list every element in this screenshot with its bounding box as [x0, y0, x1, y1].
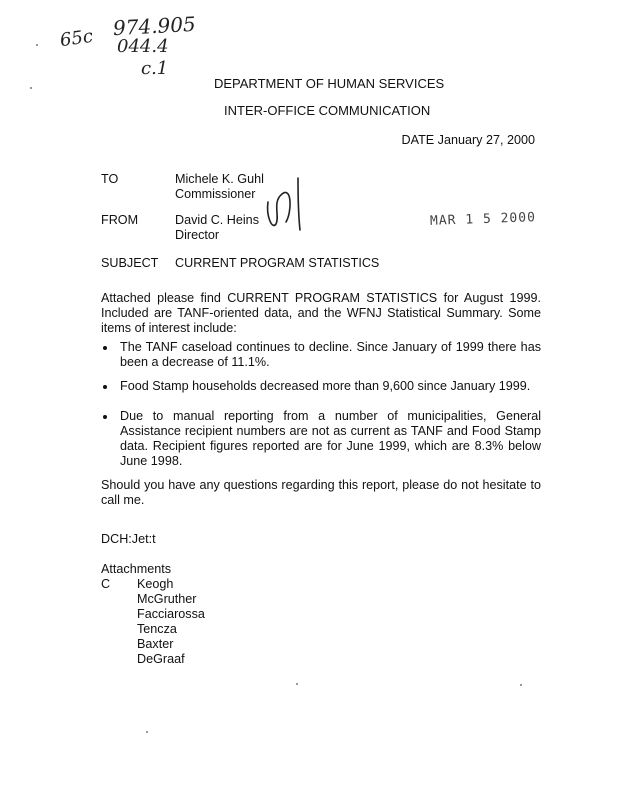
- bullet-dot-icon: [103, 415, 107, 419]
- bullet-text: Food Stamp households decreased more than 9,600 since January 1999.: [120, 379, 531, 393]
- closing-paragraph: Should you have any questions regarding this report, please do not hesitate to call me.: [101, 478, 541, 507]
- bullet-text: The TANF caseload continues to decline. Since January of 1999 there has been a decrease of 11.1%.: [120, 340, 541, 369]
- cc-recipient: McGruther: [137, 592, 197, 606]
- cc-recipient: Baxter: [137, 637, 174, 651]
- department-heading: DEPARTMENT OF HUMAN SERVICES: [214, 76, 445, 91]
- speck: [520, 684, 522, 686]
- from-name: David C. Heins: [175, 213, 259, 227]
- to-label: TO: [101, 172, 119, 186]
- margin-code-annotation: 65c: [58, 25, 95, 52]
- date-line: DATE January 27, 2000: [401, 133, 535, 147]
- reference-initials: DCH:Jet:t: [101, 532, 156, 546]
- speck: [146, 731, 148, 733]
- communication-heading: INTER-OFFICE COMMUNICATION: [224, 103, 431, 118]
- bullet-text: Due to manual reporting from a number of municipalities, General Assistance recipient numbers are not as current as TANF and Food Stamp data. Recipient figures reported are for June 1999, which are 8.3% below June 1998.: [120, 409, 541, 468]
- subject-value: CURRENT PROGRAM STATISTICS: [175, 256, 380, 270]
- to-name: Michele K. Guhl: [175, 172, 264, 186]
- attachments-label: Attachments: [101, 562, 171, 576]
- file-number-annotation: 974.905: [112, 11, 197, 41]
- subject-label: SUBJECT: [101, 256, 159, 270]
- bullet-item: [101, 379, 541, 394]
- from-title: Director: [175, 228, 220, 242]
- cc-recipient: Tencza: [137, 622, 177, 636]
- cc-recipient: Facciarossa: [137, 607, 205, 621]
- bullet-dot-icon: [103, 346, 107, 350]
- cc-label: C: [101, 577, 111, 591]
- bullet-item: [101, 340, 541, 370]
- intro-paragraph: Attached please find CURRENT PROGRAM STATISTICS for August 1999. Included are TANF-oriented data, and the WFNJ Statistical Summary. Some items of interest include:: [101, 291, 541, 335]
- bullet-dot-icon: [103, 385, 107, 389]
- speck: [30, 87, 32, 89]
- to-title: Commissioner: [175, 187, 256, 201]
- received-date-stamp: MAR 1 5 2000: [429, 210, 537, 229]
- bullet-item: [101, 409, 541, 469]
- handwritten-initials: [262, 172, 310, 241]
- speck: [36, 44, 38, 46]
- initials-signature: [262, 172, 310, 236]
- speck: [296, 683, 298, 685]
- file-sub-annotation: 044.4: [117, 36, 169, 57]
- cc-recipient: Keogh: [137, 577, 174, 591]
- copy-mark-annotation: c.1: [141, 58, 169, 79]
- from-label: FROM: [101, 213, 139, 227]
- cc-recipient: DeGraaf: [137, 652, 185, 666]
